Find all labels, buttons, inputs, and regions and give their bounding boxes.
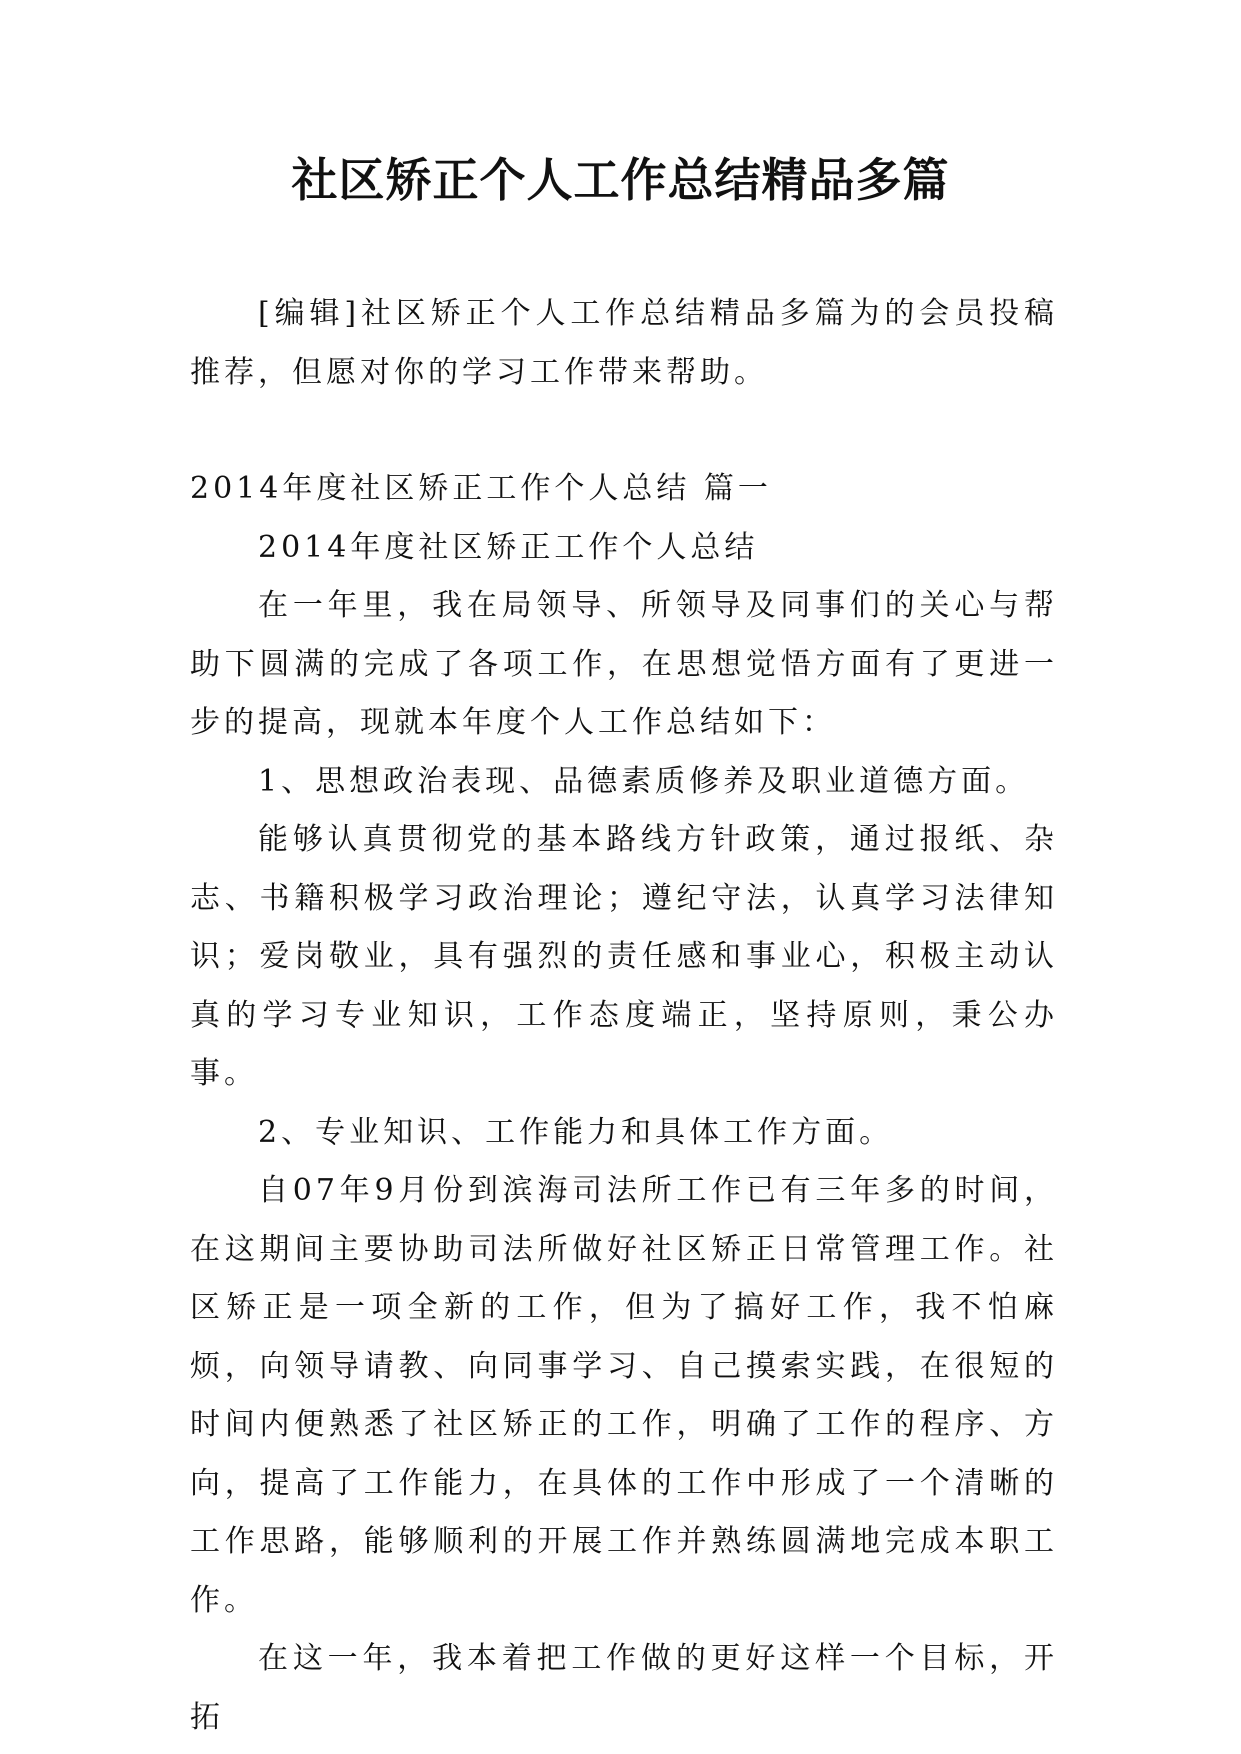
sub-heading: 2014年度社区矫正工作个人总结	[258, 529, 759, 565]
document-body	[190, 285, 1058, 1747]
section-heading: 2014年度社区矫正工作个人总结 篇一	[190, 471, 772, 506]
body-paragraph: 在一年里，我在局领导、所领导及同事们的关心与帮助下圆满的完成了各项工作，在思想觉悟方面有了更进一步的提高，现就本年度个人工作总结如下：	[190, 588, 1058, 740]
intro-paragraph: [编辑]社区矫正个人工作总结精品多篇为的会员投稿推荐，但愿对你的学习工作带来帮助。	[190, 296, 1058, 390]
document-title: 社区矫正个人工作总结精品多篇	[291, 153, 950, 207]
body-paragraph: 在这一年，我本着把工作做的更好这样一个目标，开拓	[190, 1641, 1058, 1735]
body-paragraph: 1、思想政治表现、品德素质修养及职业道德方面。	[258, 763, 1030, 799]
body-paragraph: 能够认真贯彻党的基本路线方针政策，通过报纸、杂志、书籍积极学习政治理论；遵纪守法，认真学习法律知识；爱岗敬业，具有强烈的责任感和事业心，积极主动认真的学习专业知识，工作态度端正，坚持原则，秉公办事。	[190, 822, 1058, 1091]
body-paragraph: 2、专业知识、工作能力和具体工作方面。	[258, 1114, 894, 1150]
body-paragraph: 自07年9月份到滨海司法所工作已有三年多的时间，在这期间主要协助司法所做好社区矫正日常管理工作。社区矫正是一项全新的工作，但为了搞好工作，我不怕麻烦，向领导请教、向同事学习、自己摸索实践，在很短的时间内便熟悉了社区矫正的工作，明确了工作的程序、方向，提高了工作能力，在具体的工作中形成了一个清晰的工作思路，能够顺利的开展工作并熟练圆满地完成本职工作。	[190, 1173, 1058, 1618]
